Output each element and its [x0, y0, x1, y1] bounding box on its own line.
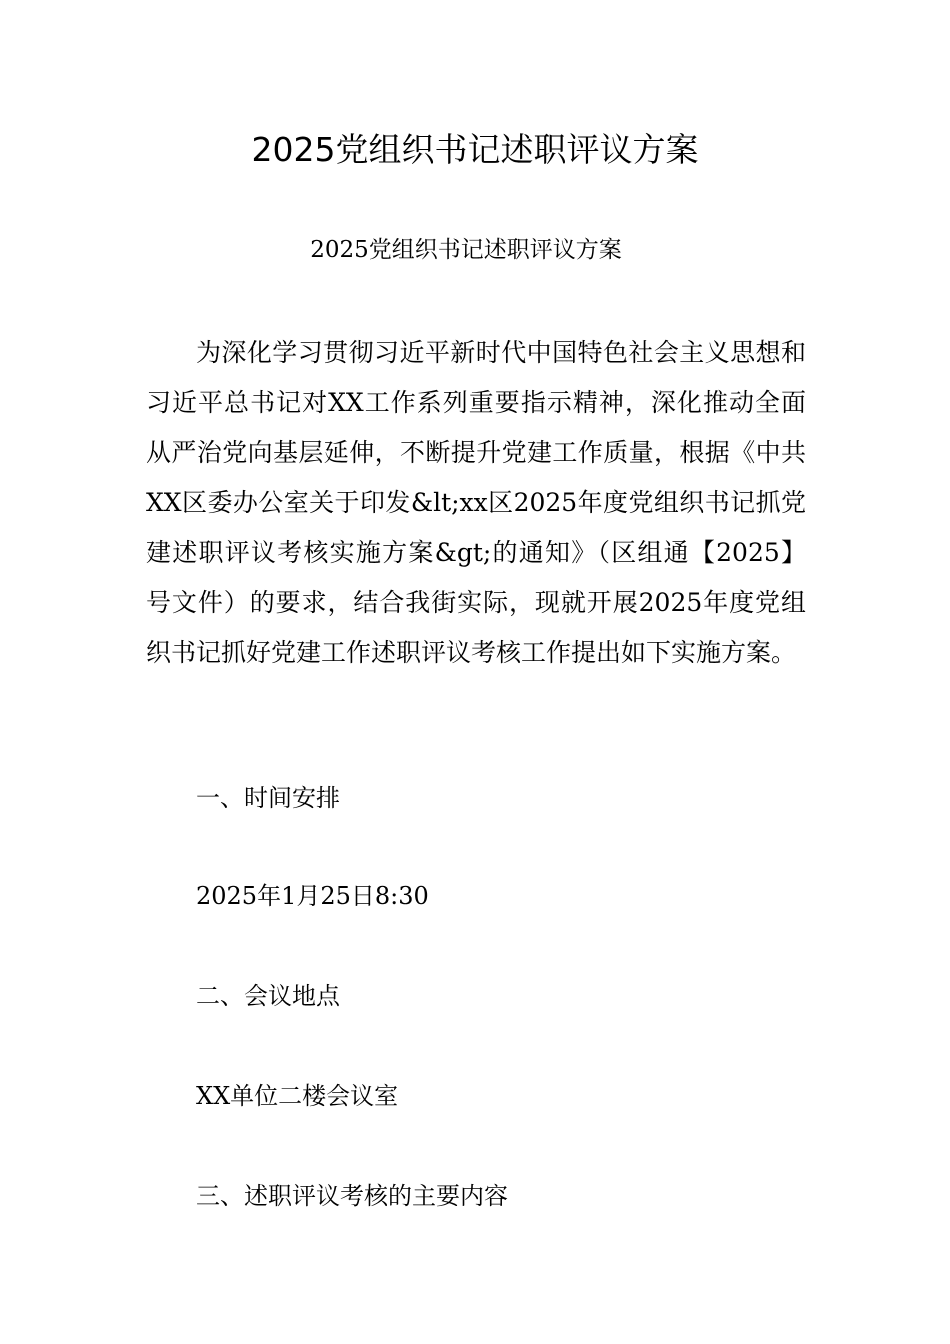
intro-paragraph: 为深化学习贯彻习近平新时代中国特色社会主义思想和习近平总书记对XX工作系列重要指示精神，深化推动全面从严治党向基层延伸，不断提升党建工作质量，根据《中共XX区委办公室关于印发&lt;xx区2025年度党组织书记抓党建述职评议考核实施方案&gt;的通知》（区组通【2025】 号文件）的要求，结合我街实际，现就开展2025年度党组织书记抓好党建工作述职评议考核工作提出如下实施方案。 — [146, 338, 806, 667]
section-content-location: XX单位二楼会议室 — [196, 1082, 399, 1110]
section-heading-location: 二、会议地点 — [196, 982, 340, 1010]
section-heading-time: 一、时间安排 — [196, 784, 340, 812]
section-heading-main-content: 三、述职评议考核的主要内容 — [196, 1182, 508, 1210]
document-title: 2025党组织书记述职评议方案 — [251, 130, 699, 169]
document-subtitle: 2025党组织书记述职评议方案 — [310, 237, 622, 263]
section-content-time: 2025年1月25日8:30 — [196, 882, 429, 910]
